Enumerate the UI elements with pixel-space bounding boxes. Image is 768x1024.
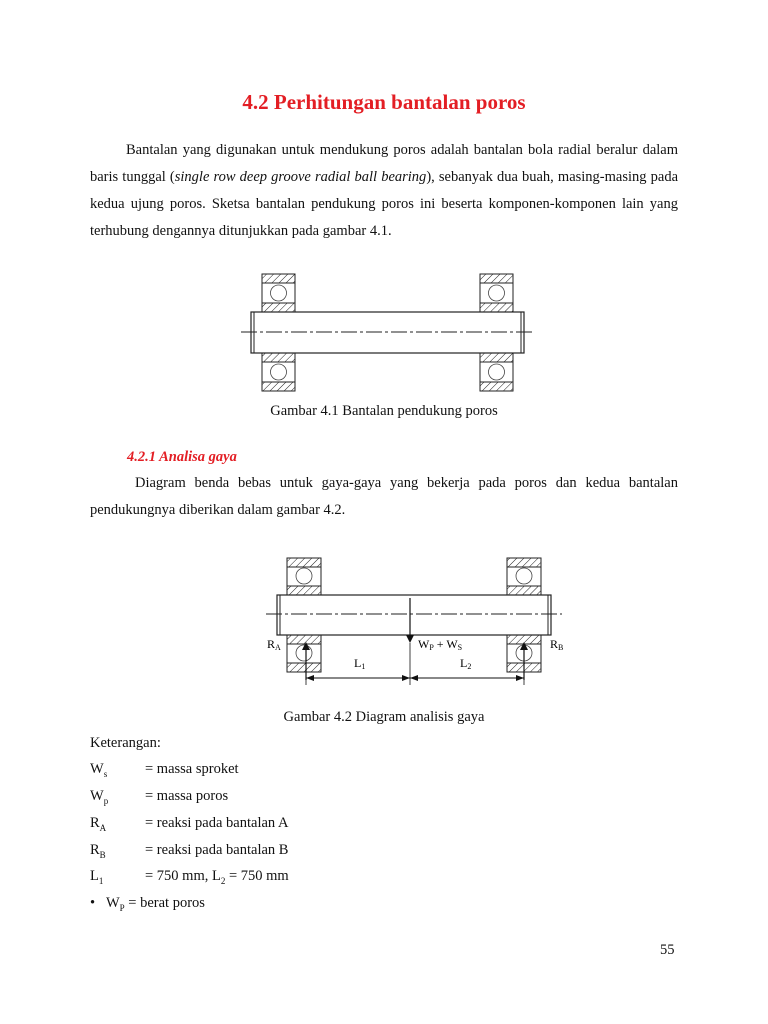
label-l2: L2 [460, 656, 472, 671]
label-ra: RA [267, 637, 281, 652]
label-rb: RB [550, 637, 564, 652]
legend-title: Keterangan: [90, 735, 161, 751]
section-heading: 4.2.1 Analisa gaya [127, 449, 237, 465]
document-page: 4.2 Perhitungan bantalan poros Bantalan yang digunakan untuk mendukung poros adalah bantalan bola radial beralur dalam baris tunggal (single row deep groove radial ball bearing), sebanyak dua buah, masing-masing pada kedua ujung poros. Sketsa bantalan pendukung poros ini beserta komponen-komponen lain yang terhubung dengannya ditunjukkan pada gambar 4.1. Gambar 4.1 Bantalan pendukung poros 4.2.1 Analisa gaya Diagram benda bebas untuk gaya-gaya yang bekerja pada poros dan kedua bantalan pendukungnya diberikan dalam gambar 4.2. RA RB WP + WS L1 L2 Gambar 4.2 Diagram analisis gaya Keterangan: $W_s$ = massa sproket $W_p$ = massa poros $R_A$ = reaksi pada bantalan A $R_B$ = reaksi pada bantalan B $L_1$ = 750 mm, $L_2 = 750$ mm • $W_P$ = berat poros 55 [0, 0, 768, 1024]
figure-4-2-caption: Gambar 4.2 Diagram analisis gaya [283, 709, 485, 725]
label-l1: L1 [354, 656, 366, 671]
figure-4-2-force-diagram [260, 553, 570, 688]
label-load: WP + WS [418, 637, 463, 652]
figure-4-1-bearing-sketch [235, 270, 540, 395]
analysis-text: Diagram benda bebas untuk gaya-gaya yang bekerja pada poros dan kedua bantalan pendukungnya diberikan dalam gambar 4.2. [90, 475, 678, 518]
intro-paragraph [90, 137, 678, 245]
bullet-icon: • [90, 895, 96, 911]
intro-italic-term: single row deep groove radial ball bearing [174, 169, 427, 185]
intro-text-1: Bantalan yang digunakan untuk mendukung poros adalah bantalan bola radial beralur dalam baris tunggal ( [90, 142, 678, 185]
intro-text-2: ), sebanyak dua buah, masing-masing pada kedua ujung poros. Sketsa bantalan pendukung poros ini beserta komponen-komponen lain yang terhubung dengannya ditunjukkan pada gambar 4.1. [90, 169, 679, 239]
figure-4-1-caption: Gambar 4.1 Bantalan pendukung poros [270, 403, 498, 419]
page-number: 55 [660, 942, 675, 958]
analysis-paragraph [90, 470, 678, 524]
page-title: 4.2 Perhitungan bantalan poros [242, 90, 526, 114]
bullet-item: • $W_P$ = berat poros [90, 895, 205, 913]
